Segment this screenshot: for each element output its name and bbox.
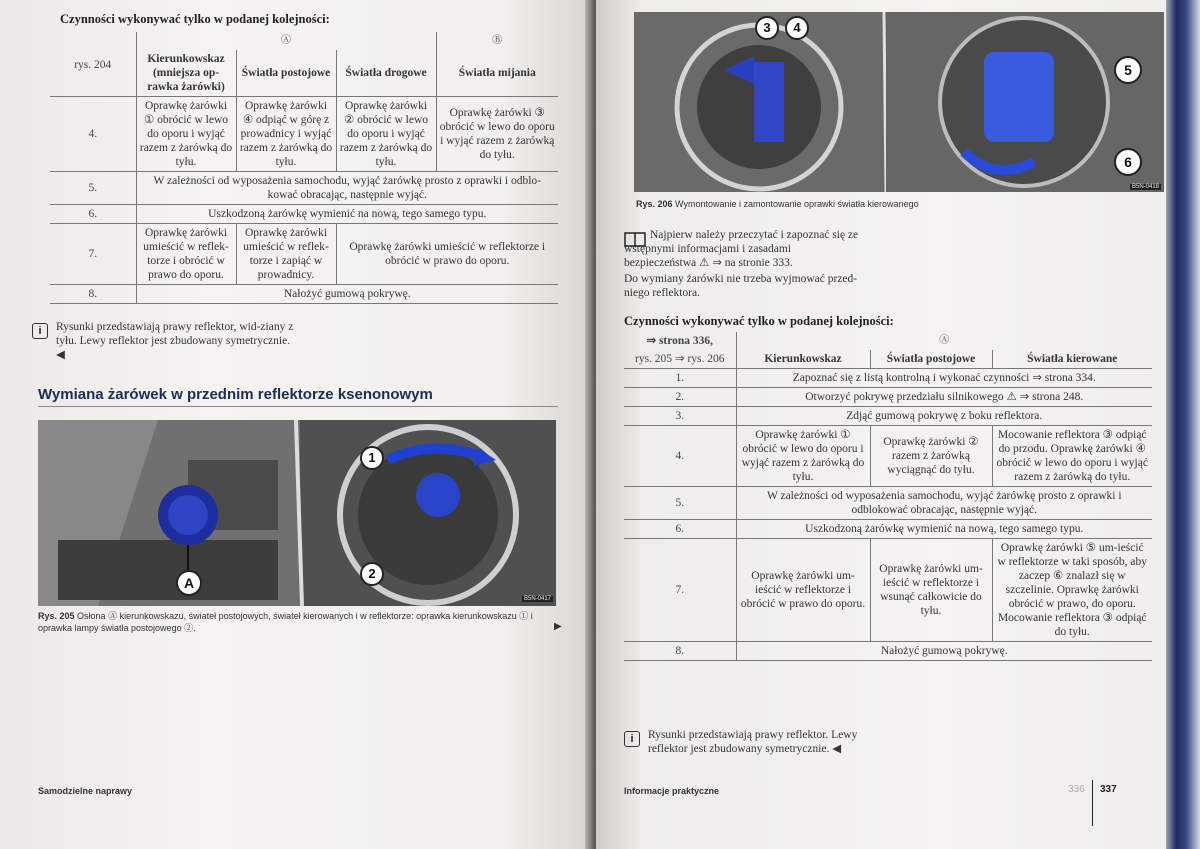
marker-4: 4 — [785, 16, 809, 40]
table-cell: Oprawkę żarówki ② obrócić w lewo do oporu i wyjąć razem z żarówką do tyłu. — [336, 97, 436, 172]
book-edge — [1166, 0, 1200, 849]
caption-text: Osłona Ⓐ kierunkowskazu, świateł postojowych, świateł kierowanych i w reflektorze: oprawka kierunkowskazu ① i oprawka lampy światła postojowego ②. — [38, 611, 533, 633]
marker-5: 5 — [1114, 56, 1142, 84]
right-steps-header: Czynności wykonywać tylko w podanej kolejności: — [624, 314, 894, 328]
step-number: 6. — [50, 205, 136, 224]
table-cell: Oprawkę żarówki ① obrócić w lewo do oporu i wyjąć razem z żarówką do tyłu. — [136, 97, 236, 172]
marker-1: 1 — [360, 446, 384, 470]
table-header-row — [624, 350, 1152, 369]
step-number: 7. — [624, 539, 736, 642]
table-cell: Oprawkę żarówki ① obrócić w lewo do oporu i wyjąć razem z żarówką do tyłu. — [736, 426, 870, 487]
table-row — [624, 407, 1152, 426]
table-cell: Oprawkę żarówki umieścić w reflektorze i obrócić w prawo do oporu. — [336, 224, 558, 285]
left-steps-table — [50, 32, 558, 304]
table-row — [50, 172, 558, 205]
table-row — [624, 539, 1152, 642]
step-number: 1. — [624, 369, 736, 388]
caption-text: Wymontowanie i zamontowanie oprawki światła kierowanego — [675, 199, 919, 209]
table-row — [50, 97, 558, 172]
table-row — [624, 426, 1152, 487]
table-cell: Uszkodzoną żarówkę wymienić na nową, tego samego typu. — [736, 520, 1152, 539]
left-page — [0, 0, 590, 849]
table-row — [50, 224, 558, 285]
table-cell: Uszkodzoną żarówkę wymienić na nową, tego samego typu. — [136, 205, 558, 224]
info-icon: i — [624, 731, 640, 747]
table-row — [50, 205, 558, 224]
figure-206-photo — [634, 12, 1164, 192]
table-row — [624, 487, 1152, 520]
right-page — [596, 0, 1168, 849]
table-cell: Mocowanie reflektora ③ odpiąć do przodu. Oprawkę żarówki ④ obrócić w lewo do oporu i wyjąć razem z żarówką do tyłu. — [992, 426, 1152, 487]
intro-text-2: Do wymiany żarówki nie trzeba wyjmować przed-niego reflektora. — [624, 273, 858, 299]
table-cell: Oprawkę żarówki um-ieścić w reflektorze i obrócić w prawo do oporu. — [736, 539, 870, 642]
table-cell: Nałożyć gumową pokrywę. — [736, 642, 1152, 661]
figure-205-caption — [38, 610, 538, 634]
marker-2: 2 — [360, 562, 384, 586]
table-row — [624, 642, 1152, 661]
caption-label: Rys. 205 — [38, 611, 75, 621]
table-cell: Oprawkę żarówki ④ odpiąć w górę z prowadnicy i wyjąć razem z żarówką do tyłu. — [236, 97, 336, 172]
table-cell: Oprawkę żarówki umieścić w reflek-torze i obrócić w prawo do oporu. — [136, 224, 236, 285]
page-number-right: 337 — [1100, 784, 1117, 795]
group-b-label: Ⓑ — [436, 32, 558, 50]
continue-arrow: ▶ — [554, 621, 562, 632]
headlight-photo — [634, 12, 1164, 192]
headlight-photo — [38, 420, 556, 606]
table-cell: Oprawkę żarówki ⑤ um-ieścić w reflektorze w taki sposób, aby zaczep ⑥ znalazł się w szczelinie. Oprawkę żarówki obrócić w prawo, do oporu. Mocowanie reflektora ③ odpiąć do tyłu. — [992, 539, 1152, 642]
info-icon: i — [32, 323, 48, 339]
step-number: 7. — [50, 224, 136, 285]
table-row — [624, 520, 1152, 539]
column-header: Światła postojowe — [870, 350, 992, 369]
left-steps-header: Czynności wykonywać tylko w podanej kolejności: — [60, 12, 330, 26]
right-footer: Informacje praktyczne — [624, 786, 720, 796]
column-header: Światła kierowane — [992, 350, 1152, 369]
left-footer: Samodzielne naprawy — [38, 786, 133, 796]
step-number: 3. — [624, 407, 736, 426]
fig-ref-2: rys. 205 ⇒ rys. 206 — [624, 350, 736, 369]
left-note: Rysunki przedstawiają prawy reflektor, wid-ziany z tyłu. Lewy reflektor jest zbudowany symetrycznie. ◀ — [56, 321, 294, 361]
marker-a: A — [176, 570, 202, 596]
figure-205-photo — [38, 420, 556, 606]
column-header: Światła postojowe — [236, 50, 336, 97]
step-number: 5. — [624, 487, 736, 520]
step-number: 2. — [624, 388, 736, 407]
table-cell: W zależności od wyposażenia samochodu, wyjąć żarówkę prosto z oprawki i odblokować obracając, następnie wyjąć. — [736, 487, 1152, 520]
step-number: 8. — [50, 285, 136, 304]
marker-6: 6 — [1114, 148, 1142, 176]
table-cell: Oprawkę żarówki umieścić w reflek-torze i zapiąć w prowadnicy. — [236, 224, 336, 285]
table-cell: Nałożyć gumową pokrywę. — [136, 285, 558, 304]
section-rule — [38, 406, 558, 407]
page-number-left: 336 — [1068, 784, 1085, 795]
column-header: Kierunkowskaz (mniejsza op-rawka żarówki) — [136, 50, 236, 97]
fig-ref: ⇒ strona 336, — [646, 335, 714, 347]
photo-code: B5N-0418 — [1132, 184, 1160, 190]
table-row — [624, 369, 1152, 388]
table-cell: Otworzyć pokrywę przedziału silnikowego ⚠ ⇒ strona 248. — [736, 388, 1152, 407]
page-number-rule — [1092, 780, 1093, 826]
table-cell: Zdjąć gumową pokrywę z boku reflektora. — [736, 407, 1152, 426]
group-a-label: Ⓐ — [736, 332, 1152, 350]
step-number: 4. — [50, 97, 136, 172]
step-number: 8. — [624, 642, 736, 661]
caption-label: Rys. 206 — [636, 199, 673, 209]
table-cell: Oprawkę żarówki um-ieścić w reflektorze i wsunąć całkowicie do tyłu. — [870, 539, 992, 642]
fig-ref: rys. 204 — [50, 32, 136, 97]
step-number: 6. — [624, 520, 736, 539]
table-row — [50, 285, 558, 304]
table-header-row — [624, 332, 1152, 350]
column-header: Światła mijania — [436, 50, 558, 97]
right-steps-table — [624, 332, 1152, 661]
column-header: Kierunkowskaz — [736, 350, 870, 369]
group-a-label: Ⓐ — [136, 32, 436, 50]
table-cell: W zależności od wyposażenia samochodu, wyjąć żarówkę prosto z oprawki i odblo-kować obracając, następnie wyjąć. — [136, 172, 558, 205]
step-number: 4. — [624, 426, 736, 487]
table-header-row — [50, 32, 558, 50]
right-note: Rysunki przedstawiają prawy reflektor. Lewy reflektor jest zbudowany symetrycznie. ◀ — [648, 729, 858, 755]
figure-206-caption — [636, 198, 1156, 210]
photo-code: B5N-0417 — [524, 596, 552, 602]
table-cell: Oprawkę żarówki ② razem z żarówką wyciągnąć do tyłu. — [870, 426, 992, 487]
table-cell: Zapoznać się z listą kontrolną i wykonać czynności ⇒ strona 334. — [736, 369, 1152, 388]
intro-text: Najpierw należy przeczytać i zapoznać się ze wstępnymi informacjami i zasadami bezpieczeństwa ⚠ ⇒ na stronie 333. — [624, 229, 859, 269]
table-cell: Oprawkę żarówki ③ obrócić w lewo do oporu i wyjąć razem z żarówką do tyłu. — [436, 97, 558, 172]
marker-3: 3 — [755, 16, 779, 40]
table-row — [624, 388, 1152, 407]
section-title: Wymiana żarówek w przednim reflektorze ksenonowym — [38, 386, 433, 403]
step-number: 5. — [50, 172, 136, 205]
column-header: Światła drogowe — [336, 50, 436, 97]
